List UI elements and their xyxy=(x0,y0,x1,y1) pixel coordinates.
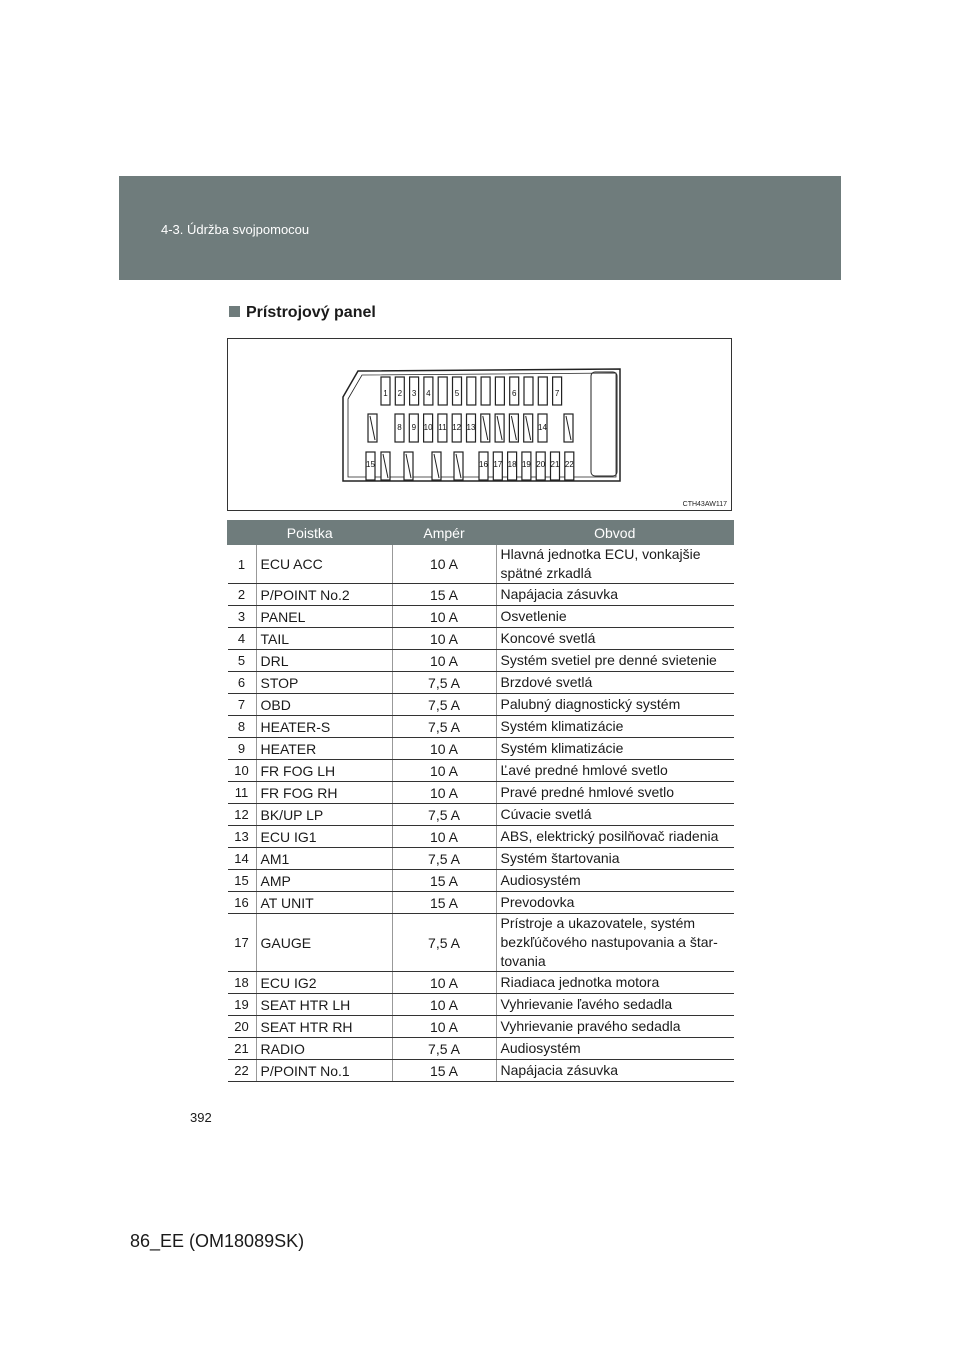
fuse-slot xyxy=(524,377,533,405)
fuse-number: 19 xyxy=(228,994,257,1016)
fuse-number: 17 xyxy=(228,914,257,972)
fuse-name: ECU IG2 xyxy=(256,972,392,994)
fuse-amp: 7,5 A xyxy=(392,694,496,716)
table-row xyxy=(228,972,734,994)
fuse-amp: 10 A xyxy=(392,545,496,584)
fuse-number: 18 xyxy=(228,972,257,994)
fuse-name: ECU ACC xyxy=(256,545,392,584)
fuse-number: 8 xyxy=(228,716,257,738)
fuse-name: FR FOG LH xyxy=(256,760,392,782)
fuse-circuit: Palubný diagnostický systém xyxy=(496,694,734,716)
fuse-position-label: 19 xyxy=(521,460,531,469)
fuse-circuit: Systém klimatizácie xyxy=(496,716,734,738)
section-heading-text: Prístrojový panel xyxy=(246,304,376,321)
table-row xyxy=(228,870,734,892)
fuse-circuit: Napájacia zásuvka xyxy=(496,1060,734,1082)
fuse-number: 9 xyxy=(228,738,257,760)
table-row xyxy=(228,804,734,826)
fuse-number: 4 xyxy=(228,628,257,650)
fuse-number: 10 xyxy=(228,760,257,782)
fuse-position-label: 10 xyxy=(423,423,433,432)
fuse-position-label: 17 xyxy=(493,460,503,469)
fuse-position-label: 5 xyxy=(454,389,460,398)
table-row xyxy=(228,584,734,606)
fuse-circuit: Prevodovka xyxy=(496,892,734,914)
fuse-amp: 7,5 A xyxy=(392,914,496,972)
fuse-number: 3 xyxy=(228,606,257,628)
fuse-position-label: 12 xyxy=(452,423,462,432)
fuse-name: STOP xyxy=(256,672,392,694)
fuse-amp: 7,5 A xyxy=(392,672,496,694)
fuse-number: 5 xyxy=(228,650,257,672)
fuse-position-label: 8 xyxy=(397,423,402,432)
header-circuit: Obvod xyxy=(496,521,734,545)
fuse-position-label: 2 xyxy=(397,389,403,398)
fuse-amp: 10 A xyxy=(392,782,496,804)
fuse-position-label: 4 xyxy=(426,389,431,398)
fuse-circuit: Vyhrievanie pravého sedadla xyxy=(496,1016,734,1038)
square-bullet-icon xyxy=(229,306,240,317)
fuse-table xyxy=(227,520,734,1082)
fuse-name: OBD xyxy=(256,694,392,716)
document-code: 86_EE (OM18089SK) xyxy=(130,1231,305,1251)
fuse-position-label: 1 xyxy=(383,389,388,398)
fuse-position-label: 6 xyxy=(511,389,517,398)
fuse-amp: 15 A xyxy=(392,870,496,892)
fuse-amp: 10 A xyxy=(392,606,496,628)
fuse-name: FR FOG RH xyxy=(256,782,392,804)
fuse-position-label: 20 xyxy=(536,460,546,469)
fuse-name: SEAT HTR RH xyxy=(256,1016,392,1038)
fuse-name: TAIL xyxy=(256,628,392,650)
fuse-circuit: Pravé predné hmlové svetlo xyxy=(496,782,734,804)
fuse-number: 6 xyxy=(228,672,257,694)
fuse-number: 13 xyxy=(228,826,257,848)
table-row xyxy=(228,848,734,870)
fuse-circuit: Riadiaca jednotka motora xyxy=(496,972,734,994)
fuse-amp: 7,5 A xyxy=(392,1038,496,1060)
fuse-circuit: Koncové svetlá xyxy=(496,628,734,650)
fuse-circuit: Systém klimatizácie xyxy=(496,738,734,760)
fuse-circuit: Vyhrievanie ľavého sedadla xyxy=(496,994,734,1016)
fuse-circuit: ABS, elektrický posilňovač riadenia xyxy=(496,826,734,848)
fuse-amp: 10 A xyxy=(392,994,496,1016)
fuse-number: 14 xyxy=(228,848,257,870)
fuse-name: DRL xyxy=(256,650,392,672)
fuse-slot xyxy=(481,377,490,405)
fuse-circuit: Hlavná jednotka ECU, vonkajšie spätné zrkadlá xyxy=(496,545,734,584)
fuse-slot xyxy=(495,377,504,405)
fuse-name: AMP xyxy=(256,870,392,892)
fuse-position-label: 11 xyxy=(438,423,447,432)
fuse-number: 2 xyxy=(228,584,257,606)
fuse-slot xyxy=(467,377,476,405)
fuse-name: HEATER xyxy=(256,738,392,760)
fuse-name: P/POINT No.1 xyxy=(256,1060,392,1082)
table-row xyxy=(228,892,734,914)
table-row xyxy=(228,694,734,716)
fuse-number: 15 xyxy=(228,870,257,892)
fuse-name: RADIO xyxy=(256,1038,392,1060)
table-row xyxy=(228,650,734,672)
fuse-box-illustration xyxy=(228,339,733,512)
fuse-amp: 10 A xyxy=(392,1016,496,1038)
fuse-position-label: 22 xyxy=(564,460,574,469)
fuse-amp: 10 A xyxy=(392,628,496,650)
fuse-amp: 7,5 A xyxy=(392,804,496,826)
fuse-number: 11 xyxy=(228,782,257,804)
table-header-row xyxy=(228,521,734,545)
fuse-slot xyxy=(438,377,447,405)
fuse-slot xyxy=(538,377,547,405)
fuse-amp: 7,5 A xyxy=(392,716,496,738)
fuse-circuit: Prístroje a ukazovatele, systém bezkľúčového nastupovania a štar-tovania xyxy=(496,914,734,972)
fuse-number: 20 xyxy=(228,1016,257,1038)
header-fuse: Poistka xyxy=(228,521,393,545)
table-row xyxy=(228,606,734,628)
fuse-circuit: Osvetlenie xyxy=(496,606,734,628)
fuse-name: ECU IG1 xyxy=(256,826,392,848)
fuse-amp: 10 A xyxy=(392,738,496,760)
fuse-circuit: Napájacia zásuvka xyxy=(496,584,734,606)
table-row xyxy=(228,1038,734,1060)
table-row xyxy=(228,826,734,848)
fuse-position-label: 21 xyxy=(550,460,560,469)
fuse-name: P/POINT No.2 xyxy=(256,584,392,606)
fuse-position-label: 16 xyxy=(479,460,488,469)
fuse-position-label: 18 xyxy=(507,460,517,469)
table-row xyxy=(228,716,734,738)
fuse-circuit: Audiosystém xyxy=(496,870,734,892)
table-row xyxy=(228,672,734,694)
table-row xyxy=(228,738,734,760)
fuse-circuit: Brzdové svetlá xyxy=(496,672,734,694)
table-row xyxy=(228,994,734,1016)
section-heading xyxy=(229,304,376,322)
fuse-position-label: 3 xyxy=(411,389,417,398)
table-row xyxy=(228,628,734,650)
fuse-amp: 7,5 A xyxy=(392,848,496,870)
fuse-number: 21 xyxy=(228,1038,257,1060)
fuse-circuit: Ľavé predné hmlové svetlo xyxy=(496,760,734,782)
table-row xyxy=(228,782,734,804)
fuse-box-diagram xyxy=(227,338,732,511)
fuse-number: 12 xyxy=(228,804,257,826)
fuse-circuit: Systém štartovania xyxy=(496,848,734,870)
table-row xyxy=(228,1016,734,1038)
fuse-name: PANEL xyxy=(256,606,392,628)
table-row xyxy=(228,760,734,782)
fuse-position-label: 14 xyxy=(538,423,547,432)
fuse-number: 1 xyxy=(228,545,257,584)
header-amp: Ampér xyxy=(392,521,496,545)
fuse-position-label: 15 xyxy=(366,460,375,469)
fuse-amp: 15 A xyxy=(392,584,496,606)
fuse-position-label: 7 xyxy=(554,389,560,398)
fuse-amp: 15 A xyxy=(392,1060,496,1082)
fuse-number: 16 xyxy=(228,892,257,914)
table-row xyxy=(228,1060,734,1082)
fuse-name: AT UNIT xyxy=(256,892,392,914)
section-title: 4-3. Údržba svojpomocou xyxy=(161,222,310,237)
fuse-name: SEAT HTR LH xyxy=(256,994,392,1016)
fuse-circuit: Systém svetiel pre denné svietenie xyxy=(496,650,734,672)
fuse-amp: 10 A xyxy=(392,650,496,672)
table-row xyxy=(228,914,734,972)
fuse-position-label: 9 xyxy=(411,423,417,432)
fuse-name: BK/UP LP xyxy=(256,804,392,826)
fuse-name: GAUGE xyxy=(256,914,392,972)
fuse-amp: 10 A xyxy=(392,972,496,994)
fuse-amp: 15 A xyxy=(392,892,496,914)
fuse-name: HEATER-S xyxy=(256,716,392,738)
fuse-name: AM1 xyxy=(256,848,392,870)
page-number: 392 xyxy=(190,1110,212,1125)
fuse-number: 22 xyxy=(228,1060,257,1082)
diagram-code: CTH43AW117 xyxy=(682,501,727,508)
fuse-amp: 10 A xyxy=(392,826,496,848)
fuse-circuit: Audiosystém xyxy=(496,1038,734,1060)
table-row xyxy=(228,545,734,584)
fuse-position-label: 13 xyxy=(466,423,476,432)
fuse-circuit: Cúvacie svetlá xyxy=(496,804,734,826)
fuse-number: 7 xyxy=(228,694,257,716)
fuse-amp: 10 A xyxy=(392,760,496,782)
